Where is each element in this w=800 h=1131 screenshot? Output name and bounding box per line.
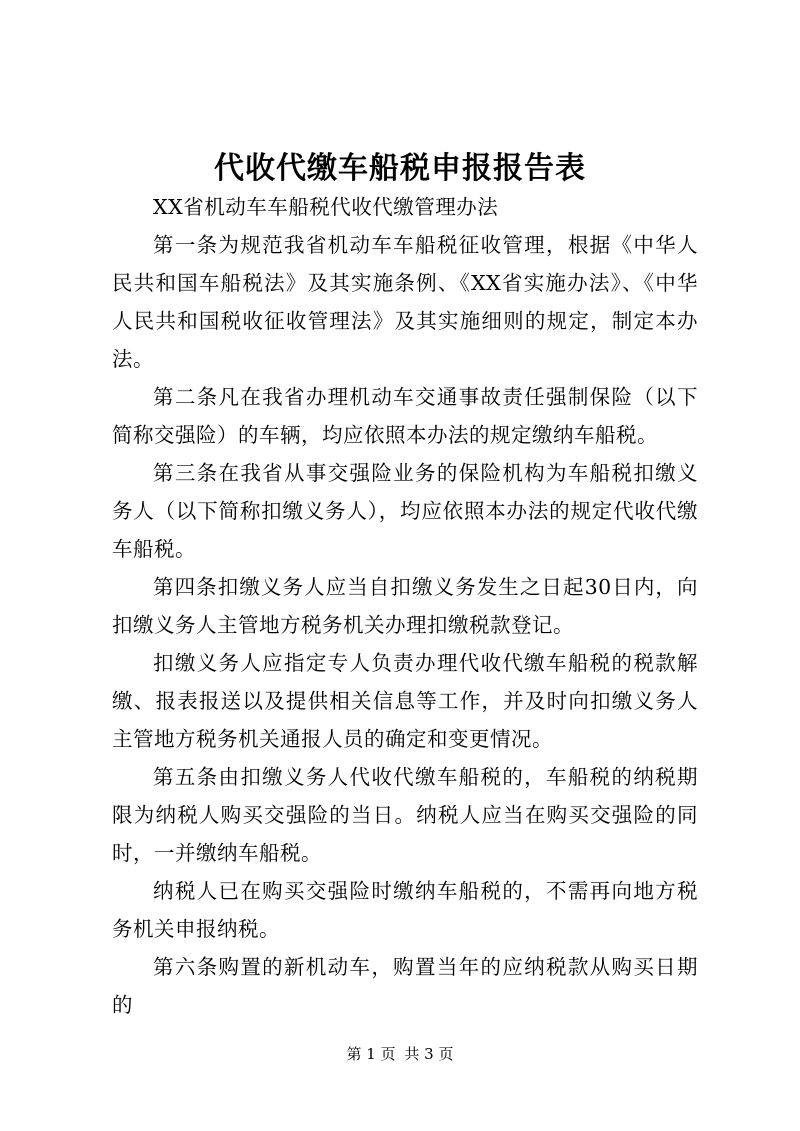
paragraph: 第五条由扣缴义务人代收代缴车船税的，车船税的纳税期限为纳税人购买交强险的当日。纳税人应当在购买交强险的同时，一并缴纳车船税。 — [112, 765, 698, 865]
page-number: 第 1 页 — [346, 1045, 396, 1063]
document-body — [112, 188, 698, 1024]
paragraph: 第六条购置的新机动车，购置当年的应纳税款从购买日期的 — [112, 955, 698, 1017]
paragraph: 纳税人已在购买交强险时缴纳车船税的，不需再向地方税务机关申报纳税。 — [112, 879, 698, 941]
page-total: 共 3 页 — [404, 1045, 454, 1063]
paragraph: 第一条为规范我省机动车车船税征收管理，根据《中华人民共和国车船税法》及其实施条例、《XX省实施办法》、《中华人民共和国税收征收管理法》及其实施细则的规定，制定本办法。 — [112, 233, 698, 371]
paragraph: 第二条凡在我省办理机动车交通事故责任强制保险（以下简称交强险）的车辆，均应依照本办法的规定缴纳车船税。 — [112, 385, 698, 447]
page-footer — [0, 1043, 800, 1064]
paragraph: 第三条在我省从事交强险业务的保险机构为车船税扣缴义务人（以下简称扣缴义务人），均应依照本办法的规定代收代缴车船税。 — [112, 461, 698, 561]
document-title: 代收代缴车船税申报报告表 — [214, 151, 586, 186]
paragraph: 扣缴义务人应指定专人负责办理代收代缴车船税的税款解缴、报表报送以及提供相关信息等工作，并及时向扣缴义务人主管地方税务机关通报人员的确定和变更情况。 — [112, 651, 698, 751]
paragraph: 第四条扣缴义务人应当自扣缴义务发生之日起30日内，向扣缴义务人主管地方税务机关办理扣缴税款登记。 — [112, 575, 698, 637]
paragraph: XX省机动车车船税代收代缴管理办法 — [153, 195, 499, 219]
